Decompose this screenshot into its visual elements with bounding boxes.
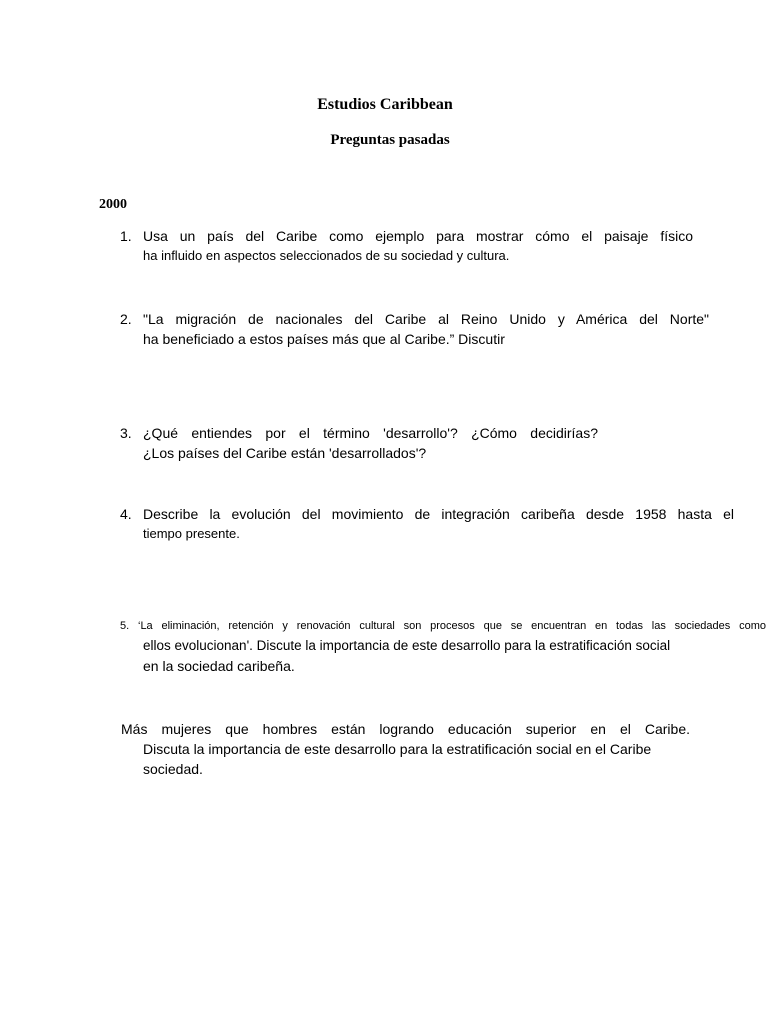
question-number: 4.	[120, 506, 132, 522]
question-text-line: Describe la evolución del movimiento de integración caribeña desde 1958 hasta el	[143, 506, 734, 522]
question-text-line: en la sociedad caribeña.	[143, 658, 295, 674]
document-title: Estudios Caribbean	[317, 96, 453, 113]
year-heading: 2000	[99, 197, 127, 212]
question-text-line: Más mujeres que hombres están logrando educación superior en el Caribe.	[121, 721, 690, 737]
question-number: 2.	[120, 311, 132, 327]
question-text-line: ‘La eliminación, retención y renovación cultural son procesos que se encuentran en todas las sociedades como	[138, 620, 766, 632]
question-text-line: Usa un país del Caribe como ejemplo para mostrar cómo el paisaje físico	[143, 228, 693, 244]
question-number: 1.	[120, 228, 132, 244]
question-text-line: ha influido en aspectos seleccionados de su sociedad y cultura.	[143, 248, 510, 263]
question-text-line: ¿Qué entiendes por el término 'desarrollo'? ¿Cómo decidirías?	[143, 425, 598, 441]
question-text-line: sociedad.	[143, 761, 203, 777]
question-text-line: ¿Los países del Caribe están 'desarrollados'?	[143, 445, 427, 461]
question-number: 5.	[120, 620, 130, 632]
question-text-line: ellos evolucionan'. Discute la importancia de este desarrollo para la estratificación social	[143, 638, 671, 653]
question-text-line: Discuta la importancia de este desarrollo para la estratificación social en el Caribe	[143, 741, 652, 757]
question-text-line: ha beneficiado a estos países más que al Caribe.” Discutir	[143, 331, 505, 347]
question-text-line: "La migración de nacionales del Caribe al Reino Unido y América del Norte"	[143, 311, 709, 327]
document-subtitle: Preguntas pasadas	[330, 132, 450, 148]
question-number: 3.	[120, 425, 132, 441]
question-text-line: tiempo presente.	[143, 526, 240, 541]
